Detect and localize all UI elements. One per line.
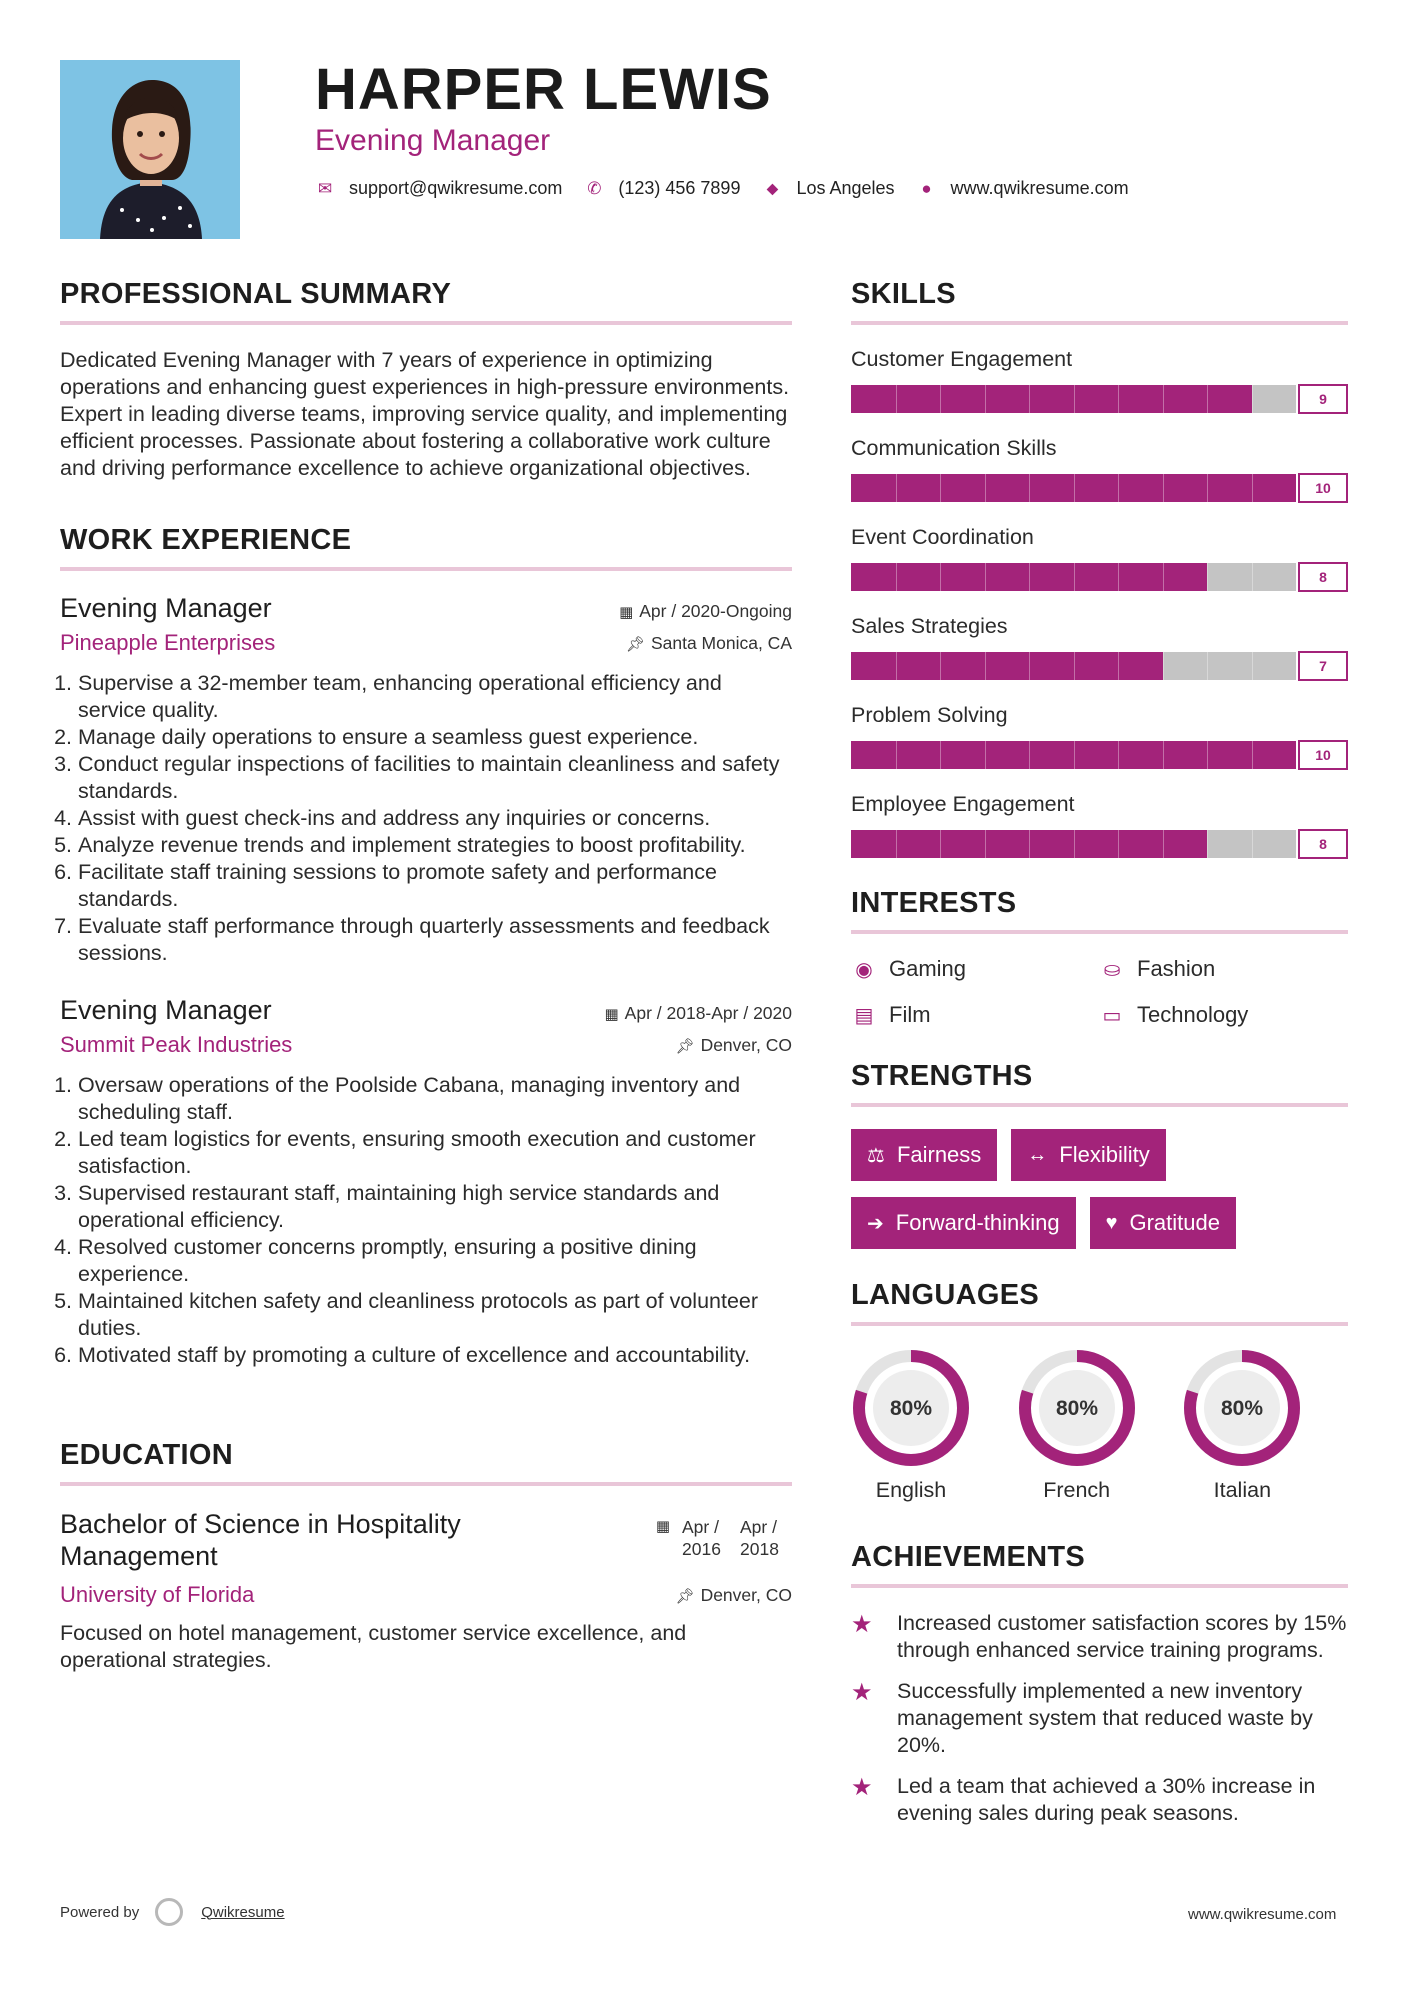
strength-label: Forward-thinking (895, 1210, 1060, 1235)
skill-segment-divider (940, 830, 941, 858)
skill-segment-divider (985, 652, 986, 680)
contact-phone[interactable]: (123) 456 7899 (618, 178, 741, 198)
experience-heading: WORK EXPERIENCE (60, 524, 792, 571)
skill-track (851, 385, 1296, 413)
skill-segment-divider (1118, 474, 1119, 502)
skill-item (851, 703, 1348, 770)
strength-badge (1090, 1197, 1236, 1249)
skill-segment-divider (1118, 741, 1119, 769)
skill-segment-divider (985, 563, 986, 591)
skill-track (851, 652, 1296, 680)
job-title: Evening Manager (60, 995, 272, 1025)
skill-segment-divider (1252, 385, 1253, 413)
skill-segment-divider (1118, 652, 1119, 680)
skill-score: 8 (1298, 562, 1348, 592)
language-name: English (875, 1478, 947, 1502)
skill-segment-divider (1207, 652, 1208, 680)
contact-location: Los Angeles (796, 178, 895, 198)
strength-label: Fairness (896, 1142, 982, 1167)
achievement-item (851, 1678, 1348, 1759)
skill-name: Communication Skills (851, 436, 1057, 460)
interest-label: Gaming (889, 956, 967, 981)
skill-bar (851, 562, 1348, 592)
skill-segment-divider (1029, 474, 1030, 502)
job-location: Santa Monica, CA (650, 632, 792, 653)
language-name: Italian (1213, 1478, 1272, 1502)
strength-label: Gratitude (1129, 1210, 1220, 1235)
skill-segment-divider (1163, 385, 1164, 413)
language-percent: 80% (1221, 1397, 1264, 1420)
candidate-title: Evening Manager (315, 124, 551, 157)
skill-segment-divider (1207, 385, 1208, 413)
skill-segment-divider (940, 474, 941, 502)
skill-segment-divider (1252, 741, 1253, 769)
pushpin-icon: 📌︎ (675, 1037, 695, 1055)
pushpin-icon: 📌︎ (675, 1587, 695, 1605)
skill-track (851, 563, 1296, 591)
duty-item: 6. Facilitate staff training sessions to promote safety and performance standards. (78, 859, 792, 913)
job-company: Pineapple Enterprises (60, 630, 276, 655)
duty-item: 5. Analyze revenue trends and implement strategies to boost profitability. (78, 832, 792, 859)
skill-segment-divider (1029, 830, 1030, 858)
calendar-icon: ▦ (655, 1518, 670, 1535)
duty-item: 7. Evaluate staff performance through quarterly assessments and feedback sessions. (78, 913, 792, 967)
skill-segment-divider (1074, 830, 1075, 858)
interest-item (851, 1002, 1099, 1028)
education-location: Denver, CO (700, 1584, 792, 1605)
skill-fill (851, 385, 1252, 413)
skill-bar (851, 829, 1348, 859)
strengths-list (851, 1129, 1348, 1249)
skill-segment-divider (1029, 652, 1030, 680)
arrow-right-icon: ➔ (867, 1212, 884, 1235)
duty-item: 6. Motivated staff by promoting a culture of excellence and accountability. (78, 1342, 792, 1369)
job-entry (60, 593, 792, 967)
skill-segment-divider (1029, 741, 1030, 769)
skill-segment-divider (985, 830, 986, 858)
candidate-name: HARPER LEWIS (315, 57, 772, 122)
strength-badge (851, 1197, 1076, 1249)
skill-bar (851, 384, 1348, 414)
skill-segment-divider (1252, 563, 1253, 591)
phone-icon: ✆ (587, 178, 602, 198)
skill-segment-divider (1118, 563, 1119, 591)
powered-by-label: Powered by (60, 1903, 140, 1921)
duty-item: 2. Manage daily operations to ensure a seamless guest experience. (78, 724, 792, 751)
interests-heading: INTERESTS (851, 887, 1348, 934)
language-ring (1182, 1348, 1302, 1468)
job-title: Evening Manager (60, 593, 272, 623)
achievement-item (851, 1610, 1348, 1664)
skill-segment-divider (1029, 385, 1030, 413)
skill-segment-divider (896, 741, 897, 769)
skill-name: Sales Strategies (851, 614, 1008, 638)
skill-segment-divider (1207, 474, 1208, 502)
skill-track (851, 474, 1296, 502)
interest-item (1099, 1002, 1347, 1028)
skill-item (851, 436, 1348, 503)
strengths-heading: STRENGTHS (851, 1060, 1348, 1107)
skill-segment-divider (940, 652, 941, 680)
duty-list (60, 670, 792, 967)
star-icon: ★ (851, 1611, 873, 1638)
gamepad-icon: ◉ (855, 958, 873, 981)
contact-bar (315, 178, 1151, 199)
right-column (851, 278, 1348, 1841)
laptop-icon: ▭ (1102, 1004, 1122, 1027)
skill-segment-divider (985, 385, 986, 413)
language-ring (851, 1348, 971, 1468)
language-item (1017, 1348, 1183, 1503)
language-item (1182, 1348, 1348, 1503)
language-ring (1017, 1348, 1137, 1468)
skill-segment-divider (985, 741, 986, 769)
skill-segment-divider (896, 563, 897, 591)
job-company: Summit Peak Industries (60, 1032, 293, 1057)
duty-item: 1. Oversaw operations of the Poolside Cabana, managing inventory and scheduling staff. (78, 1072, 792, 1126)
education-degree: Bachelor of Science in Hospitality Management (60, 1509, 461, 1571)
skill-segment-divider (1163, 741, 1164, 769)
skill-segment-divider (940, 385, 941, 413)
skill-name: Problem Solving (851, 703, 1008, 727)
job-location: Denver, CO (700, 1034, 792, 1055)
duty-item: 2. Led team logistics for events, ensuring smooth execution and customer satisfaction. (78, 1126, 792, 1180)
education-heading: EDUCATION (60, 1439, 792, 1486)
skill-track (851, 741, 1296, 769)
education-end: Apr / 2018 (740, 1517, 779, 1559)
map-marker-icon: ⬥ (766, 178, 779, 198)
globe-icon: ● (921, 178, 932, 198)
interest-label: Fashion (1137, 956, 1216, 981)
achievement-text: Increased customer satisfaction scores by 15% through enhanced service training programs. (897, 1611, 1347, 1662)
skill-segment-divider (1252, 652, 1253, 680)
skill-name: Customer Engagement (851, 347, 1073, 371)
strength-badge (851, 1129, 997, 1181)
interest-item (851, 956, 1099, 982)
interest-item (1099, 956, 1347, 982)
skills-heading: SKILLS (851, 278, 1348, 325)
achievement-text: Led a team that achieved a 30% increase in evening sales during peak seasons. (897, 1774, 1316, 1825)
languages-list (851, 1348, 1348, 1503)
footer-website[interactable]: www.qwikresume.com (1188, 1906, 1337, 1923)
skill-segment-divider (1252, 474, 1253, 502)
skill-segment-divider (1074, 563, 1075, 591)
language-percent: 80% (1055, 1397, 1098, 1420)
skill-item (851, 525, 1348, 592)
interest-label: Technology (1137, 1002, 1249, 1027)
star-icon: ★ (851, 1774, 873, 1801)
education-start: Apr / 2016 (682, 1517, 721, 1559)
language-item (851, 1348, 1017, 1503)
education-description: Focused on hotel management, customer service excellence, and operational strategies. (60, 1621, 687, 1672)
achievement-item (851, 1773, 1348, 1827)
skill-fill (851, 652, 1163, 680)
skill-segment-divider (896, 830, 897, 858)
skill-segment-divider (985, 474, 986, 502)
skill-segment-divider (1163, 563, 1164, 591)
interests-list (851, 956, 1348, 1028)
footer-powered-by (60, 1898, 285, 1926)
skill-segment-divider (1207, 830, 1208, 858)
duty-item: 1. Supervise a 32-member team, enhancing operational efficiency and service quality. (78, 670, 792, 724)
skill-bar (851, 473, 1348, 503)
achievements-heading: ACHIEVEMENTS (851, 1541, 1348, 1588)
arrows-horizontal-icon: ↔ (1027, 1143, 1048, 1166)
contact-email[interactable]: support@qwikresume.com (349, 178, 563, 198)
interest-label: Film (889, 1002, 931, 1027)
skill-segment-divider (1252, 830, 1253, 858)
summary-heading: PROFESSIONAL SUMMARY (60, 278, 792, 325)
skill-segment-divider (1118, 830, 1119, 858)
duty-list (60, 1072, 792, 1369)
summary-text: Dedicated Evening Manager with 7 years of experience in optimizing operations and enhancing guest experiences in high-pressure environments. Expert in leading diverse teams, improving service quality, and implementing efficient processes. Passionate about fostering a collaborative work culture and driving performance excellence to achieve organizational objectives. (60, 348, 790, 480)
skill-score: 8 (1298, 829, 1348, 859)
heart-icon: ♥ (1105, 1211, 1118, 1234)
skill-item (851, 792, 1348, 859)
qwikresume-logo-icon (155, 1898, 183, 1926)
skill-segment-divider (1074, 652, 1075, 680)
skill-name: Employee Engagement (851, 792, 1075, 816)
skill-name: Event Coordination (851, 525, 1034, 549)
duty-item: 3. Conduct regular inspections of facilities to maintain cleanliness and safety standards. (78, 751, 792, 805)
skill-score: 7 (1298, 651, 1348, 681)
skill-item (851, 347, 1348, 414)
job-entry (60, 995, 792, 1369)
calendar-icon: ▦ (604, 1006, 619, 1023)
skill-score: 10 (1298, 473, 1348, 503)
skill-segment-divider (940, 563, 941, 591)
film-icon: ▤ (854, 1004, 874, 1027)
star-icon: ★ (851, 1679, 873, 1706)
job-date: Apr / 2018-Apr / 2020 (624, 1003, 792, 1023)
pushpin-icon: 📌︎ (625, 635, 645, 653)
skill-segment-divider (940, 741, 941, 769)
strength-badge (1011, 1129, 1165, 1181)
skill-segment-divider (896, 474, 897, 502)
skills-list (851, 347, 1348, 859)
skill-segment-divider (1163, 474, 1164, 502)
skill-segment-divider (1074, 385, 1075, 413)
education-school: University of Florida (60, 1582, 255, 1607)
profile-photo (60, 60, 240, 239)
duty-item: 5. Maintained kitchen safety and cleanliness protocols as part of volunteer duties. (78, 1288, 792, 1342)
skill-segment-divider (1163, 830, 1164, 858)
achievements-list (851, 1610, 1348, 1827)
shopping-bag-icon: ⛀ (1103, 958, 1121, 981)
job-date: Apr / 2020-Ongoing (639, 601, 792, 621)
duty-item: 3. Supervised restaurant staff, maintaining high service standards and operational efficiency. (78, 1180, 792, 1234)
skill-segment-divider (1207, 563, 1208, 591)
skill-item (851, 614, 1348, 681)
balance-scale-icon: ⚖ (867, 1144, 885, 1167)
language-name: French (1043, 1478, 1111, 1502)
envelope-icon: ✉ (317, 178, 333, 198)
skill-segment-divider (1029, 563, 1030, 591)
skill-segment-divider (1118, 385, 1119, 413)
skill-score: 9 (1298, 384, 1348, 414)
skill-track (851, 830, 1296, 858)
calendar-icon: ▦ (619, 604, 634, 621)
skill-segment-divider (896, 652, 897, 680)
achievement-text: Successfully implemented a new inventory management system that reduced waste by 20%. (897, 1679, 1313, 1757)
skill-bar (851, 740, 1348, 770)
skill-segment-divider (1074, 741, 1075, 769)
language-percent: 80% (889, 1397, 933, 1420)
skill-segment-divider (1074, 474, 1075, 502)
duty-item: 4. Resolved customer concerns promptly, ensuring a positive dining experience. (78, 1234, 792, 1288)
skill-segment-divider (896, 385, 897, 413)
skill-score: 10 (1298, 740, 1348, 770)
duty-item: 4. Assist with guest check-ins and address any inquiries or concerns. (78, 805, 792, 832)
contact-website[interactable]: www.qwikresume.com (950, 178, 1129, 198)
left-column (60, 278, 792, 1674)
languages-heading: LANGUAGES (851, 1279, 1348, 1326)
strength-label: Flexibility (1059, 1142, 1150, 1167)
skill-segment-divider (1207, 741, 1208, 769)
brand-link[interactable]: Qwikresume (201, 1903, 285, 1921)
skill-bar (851, 651, 1348, 681)
skill-segment-divider (1163, 652, 1164, 680)
